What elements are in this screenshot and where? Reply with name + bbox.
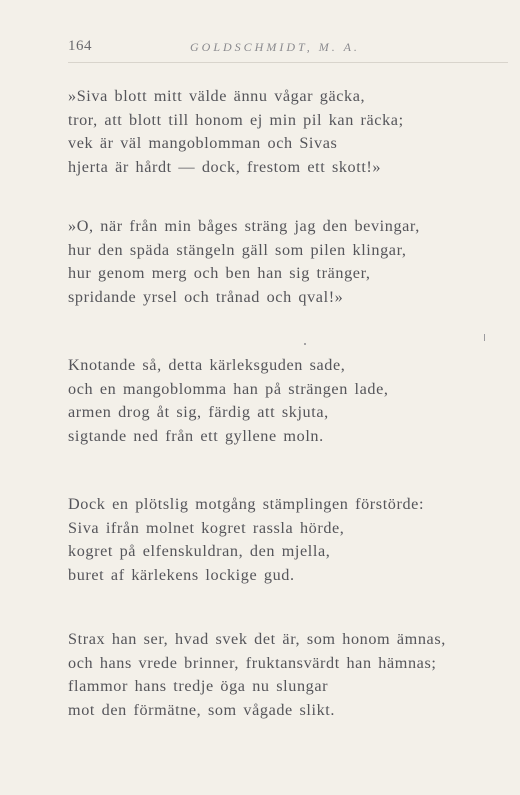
verse-line: tror, att blott till honom ej min pil kan räcka; (68, 110, 404, 129)
verse-line: Knotande så, detta kärleksguden sade, (68, 356, 346, 374)
ink-speck (304, 343, 306, 345)
verse-line: kogret på elfenskuldran, den mjella, (68, 542, 331, 560)
header-rule (68, 62, 508, 63)
verse-line: och hans vrede brinner, fruktansvärdt han hämnas; (68, 653, 437, 672)
verse-line: armen drog åt sig, färdig att skjuta, (68, 403, 329, 421)
verse-line: »Siva blott mitt välde ännu vågar gäcka, (68, 87, 366, 105)
verse-line: flammor hans tredje öga nu slungar (68, 677, 329, 695)
verse-line: buret af kärlekens lockige gud. (68, 565, 295, 584)
page-number: 164 (68, 38, 92, 54)
verse-line: vek är väl mangoblomman och Sivas (68, 134, 338, 152)
verse-line: mot den förmätne, som vågade slikt. (68, 700, 336, 719)
stanza-4 (68, 493, 498, 587)
page-header (68, 38, 508, 60)
running-head: GOLDSCHMIDT, M. A. (190, 40, 360, 54)
verse-line: hur den späda stängeln gäll som pilen klingar, (68, 240, 407, 259)
stanza-5 (68, 628, 498, 722)
verse-line: Strax han ser, hvad svek det är, som honom ämnas, (68, 630, 446, 648)
margin-mark (484, 334, 485, 341)
verse-line: och en mangoblomma han på strängen lade, (68, 379, 389, 398)
verse-line: spridande yrsel och trånad och qval!» (68, 287, 344, 306)
stanza-3 (68, 354, 498, 448)
verse-line: »O, när från min båges sträng jag den bevingar, (68, 217, 420, 235)
verse-line: hjerta är hårdt — dock, frestom ett skott!» (68, 157, 382, 176)
stanza-1 (68, 85, 498, 179)
verse-line: Dock en plötslig motgång stämplingen förstörde: (68, 495, 425, 513)
verse-line: hur genom merg och ben han sig tränger, (68, 264, 371, 282)
verse-line: sigtande ned från ett gyllene moln. (68, 426, 324, 445)
stanza-2 (68, 215, 498, 309)
verse-line: Siva ifrån molnet kogret rassla hörde, (68, 518, 345, 537)
